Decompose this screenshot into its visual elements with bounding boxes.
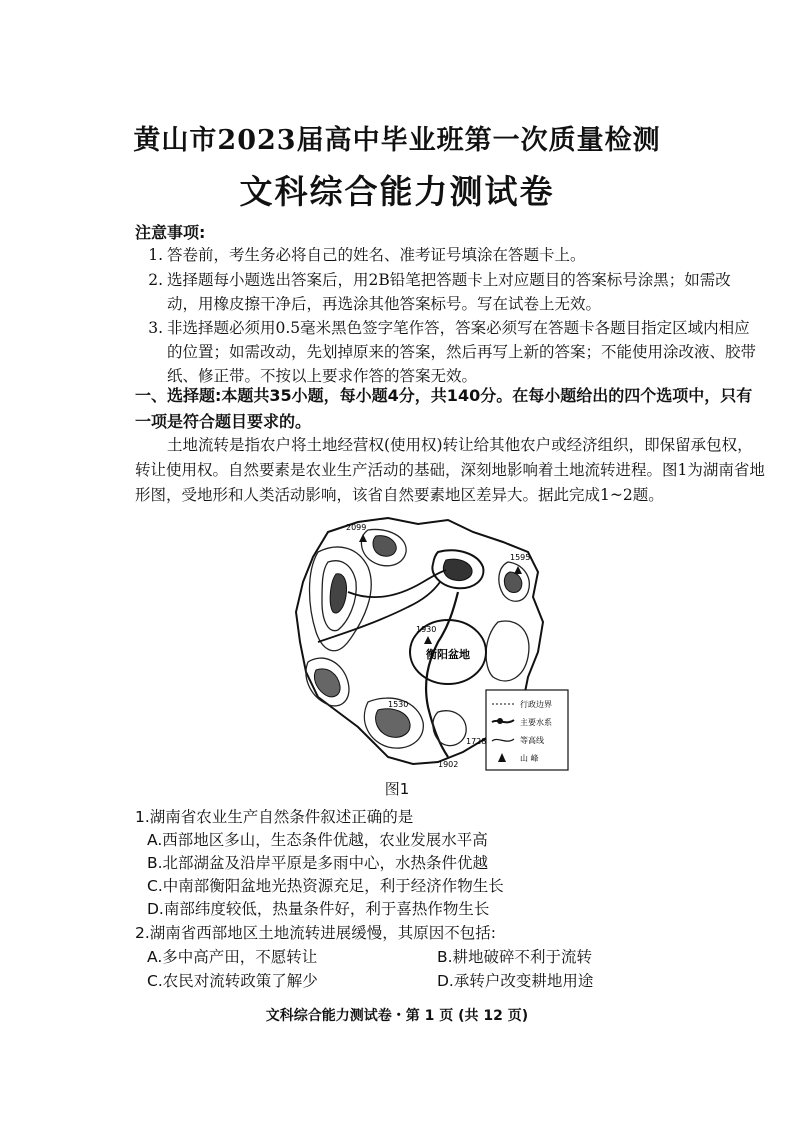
map-figure — [288, 512, 570, 774]
notice-item-1 — [135, 243, 765, 267]
contour-south-3 — [433, 711, 466, 746]
exam-title-line1: 黄山市2023届高中毕业班第一次质量检测 — [133, 125, 661, 156]
page-footer: 文科综合能力测试卷・第 1 页 (共 12 页) — [265, 1008, 529, 1024]
section-label: 一、选择题: — [135, 386, 222, 405]
map-legend — [486, 690, 568, 770]
section-heading — [135, 383, 765, 435]
question-2-option-d: D.承转户改变耕地用途 — [437, 972, 594, 990]
notice-item-number: 3. — [148, 319, 163, 337]
river-zi — [348, 570, 446, 597]
notice-item-number: 1. — [148, 246, 163, 264]
elevation-label: 1902 — [438, 760, 459, 769]
elevation-label: 1530 — [388, 700, 409, 709]
contour-northwest-2 — [373, 536, 396, 557]
notice-item-3 — [135, 316, 765, 388]
question-2-option-b: B.耕地破碎不利于流转 — [437, 948, 593, 966]
contour-west-ridge-2 — [314, 669, 340, 697]
figure-caption: 图1 — [384, 780, 410, 798]
basin-label: 衡阳盆地 — [426, 648, 470, 661]
contour-east-band — [486, 621, 529, 681]
legend-peak: 山 峰 — [520, 754, 539, 763]
question-2-option-c: C.农民对流转政策了解少 — [147, 972, 318, 990]
question-1-option-b: B.北部湖盆及沿岸平原是多雨中心，水热条件优越 — [147, 854, 489, 872]
peak-icon — [424, 636, 432, 644]
exam-title-line2: 文科综合能力测试卷 — [239, 172, 555, 211]
elevation-label: 1728 — [466, 737, 487, 746]
contour-south-2 — [376, 709, 410, 737]
notice-item-2 — [135, 268, 765, 316]
contour-west-3 — [330, 574, 346, 613]
notice-title: 注意事项: — [135, 223, 206, 242]
question-1-stem: 1.湖南省农业生产自然条件叙述正确的是 — [135, 808, 414, 826]
notice-item-text: 选择题每小题选出答案后，用2B铅笔把答题卡上对应题目的答案标号涂黑；如需改动，用橡皮擦干净后，再选涂其他答案标号。写在试卷上无效。 — [167, 271, 731, 313]
legend-contour: 等高线 — [520, 736, 544, 745]
lake-dongting-inner — [443, 559, 472, 580]
peak-icon — [359, 534, 367, 542]
contour-east-2 — [504, 572, 521, 593]
elevation-label: 1930 — [416, 625, 437, 634]
elevation-label: 2099 — [346, 523, 367, 532]
legend-admin-boundary: 行政边界 — [520, 700, 552, 709]
river-xiang — [426, 592, 458, 757]
question-1-option-c: C.中南部衡阳盆地光热资源充足，利于经济作物生长 — [147, 877, 504, 895]
question-2-option-a: A.多中高产田，不愿转让 — [147, 948, 318, 966]
question-2-stem: 2.湖南省西部地区土地流转进展缓慢，其原因不包括: — [135, 924, 497, 942]
section-text: 本题共35小题，每小题4分，共140分。在每小题给出的四个选项中，只有一项是符合题目要求的。 — [135, 386, 753, 431]
question-1-option-a: A.西部地区多山，生态条件优越，农业发展水平高 — [147, 831, 488, 849]
elevation-label: 1595 — [510, 553, 531, 562]
hunan-topographic-map — [288, 512, 570, 774]
notice-item-number: 2. — [148, 271, 163, 289]
notice-item-text: 非选择题必须用0.5毫米黑色签字笔作答，答案必须写在答题卡各题目指定区域内相应的位置；如需改动，先划掉原来的答案，然后再写上新的答案；不能使用涂改液、胶带纸、修正带。不按以上要求作答的答案无效。 — [167, 319, 757, 385]
legend-main-water: 主要水系 — [520, 718, 552, 727]
intro-paragraph: 土地流转是指农户将土地经营权(使用权)转让给其他农户或经济组织，即保留承包权，转让使用权。自然要素是农业生产活动的基础，深刻地影响着土地流转进程。图1为湖南省地形图，受地形和人类活动影响，该省自然要素地区差异大。据此完成1~2题。 — [135, 436, 765, 504]
question-1-option-d: D.南部纬度较低，热量条件好，利于喜热作物生长 — [147, 900, 490, 918]
notice-item-text: 答卷前，考生务必将自己的姓名、准考证号填涂在答题卡上。 — [167, 246, 586, 264]
